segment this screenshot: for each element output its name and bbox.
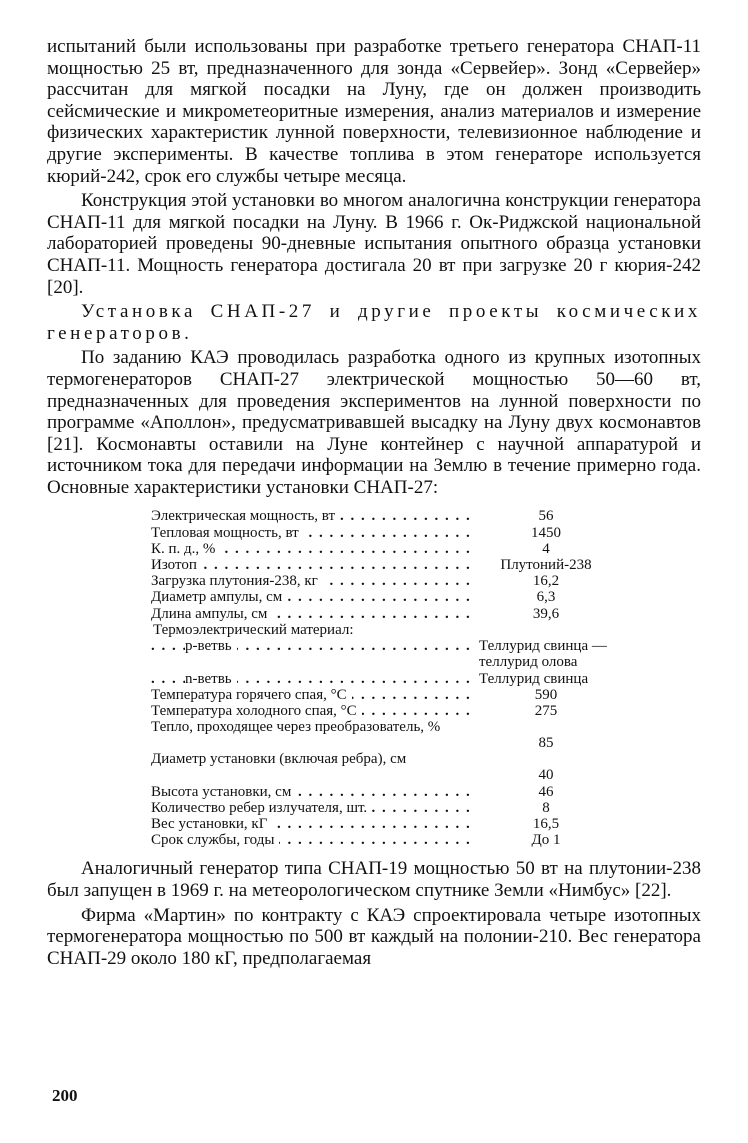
spec-row xyxy=(151,703,621,719)
paragraph-3: По заданию КАЭ проводилась разработка одного из крупных изотопных термогенераторов СНАП-27 электрической мощностью 50—60 вт, предназначенных для проведения экспериментов на лунной поверхности по программе «Аполлон», предусматривавшей высадку на Луну двух космонавтов [21]. Космонавты оставили на Луне контейнер с научной аппаратурой и источником тока для передачи информации на Землю в течение примерно года. Основные характеристики установки СНАП-27: xyxy=(47,347,701,498)
page-number: 200 xyxy=(52,1086,78,1105)
spec-value: 16,2 xyxy=(532,573,560,590)
spec-label: Электрическая мощность, вт xyxy=(151,508,340,524)
spec-row xyxy=(151,622,621,638)
spec-row xyxy=(151,687,621,703)
spec-label: Загрузка плутония-238, кг xyxy=(151,573,323,589)
spec-row xyxy=(151,589,621,605)
spec-label: n-ветвь xyxy=(185,671,237,687)
spec-value: 6,3 xyxy=(536,589,556,606)
spec-value: 8 xyxy=(542,799,550,816)
spec-value: Теллурид свинца xyxy=(479,670,589,687)
spec-row xyxy=(151,832,621,848)
spec-label: Количество ребер излучателя, шт. xyxy=(151,800,372,816)
spec-value: 275 xyxy=(534,702,558,719)
spec-row xyxy=(151,541,621,557)
spec-label: Высота установки, см xyxy=(151,784,296,800)
spec-row xyxy=(151,557,621,573)
spec-row xyxy=(151,719,621,751)
spec-value: 85 xyxy=(538,735,554,752)
spec-label: К. п. д., % xyxy=(151,541,220,557)
spec-label: Тепло, проходящее через преобразователь, % xyxy=(151,719,445,735)
spec-row xyxy=(151,573,621,589)
spec-value: 56 xyxy=(538,508,554,525)
paragraph-5: Фирма «Мартин» по контракту с КАЭ спроектировала четыре изотопных термогенератора мощностью по 500 вт каждый на полонии-210. Вес генератора СНАП-29 около 180 кГ, предполагаемая xyxy=(47,904,701,969)
spec-label: Диаметр установки (включая ребра), см xyxy=(151,751,411,767)
spec-row xyxy=(151,671,621,687)
spec-label: Изотоп xyxy=(151,557,202,573)
spec-label: Вес установки, кГ xyxy=(151,816,272,832)
spec-value: Плутоний-238 xyxy=(500,557,592,574)
page-body xyxy=(47,36,701,969)
paragraph-2: Конструкция этой установки во многом аналогична конструкции генератора СНАП-11 для мягкой посадки на Луну. В 1966 г. Ок-Риджской национальной лабораторией проведены 90-дневные испытания опытного образца установки СНАП-11. Мощность генератора достигала 20 вт при загрузке 20 г кюрия-242 [20]. xyxy=(47,190,701,298)
spec-value: До 1 xyxy=(531,832,561,849)
spec-label: Срок службы, годы xyxy=(151,832,279,848)
specs-table xyxy=(151,508,621,848)
spec-value: Теллурид свинца — теллурид олова xyxy=(479,638,607,671)
spec-label: Температура горячего спая, °С xyxy=(151,687,352,703)
spec-row xyxy=(151,800,621,816)
section-heading: Установка СНАП-27 и другие проекты космических генераторов. xyxy=(47,301,701,344)
spec-row xyxy=(151,751,621,783)
spec-row xyxy=(151,606,621,622)
spec-value: 39,6 xyxy=(532,605,560,622)
spec-value: 4 xyxy=(542,540,550,557)
spec-row xyxy=(151,784,621,800)
spec-value: 590 xyxy=(534,686,558,703)
spec-row xyxy=(151,638,621,670)
spec-label: p-ветвь xyxy=(185,638,237,654)
paragraph-1: испытаний были использованы при разработке третьего генератора СНАП-11 мощностью 25 вт, предназначенного для зонда «Сервейер». Зонд «Сервейер» рассчитан для мягкой посадки на Луну, где он должен производить сейсмические и микрометеоритные измерения, анализ материалов и измерение физических характеристик лунной поверхности, телевизионное наблюдение и другие эксперименты. В качестве топлива в этом генераторе используется кюрий-242, срок его службы четыре месяца. xyxy=(47,36,701,187)
spec-value: 16,5 xyxy=(532,815,560,832)
paragraph-4: Аналогичный генератор типа СНАП-19 мощностью 50 вт на плутонии-238 был запущен в 1969 г. на метеорологическом спутнике Земли «Нимбус» [22]. xyxy=(47,858,701,901)
spec-label: Длина ампулы, см xyxy=(151,606,272,622)
spec-value: 1450 xyxy=(531,524,561,541)
spec-value: 46 xyxy=(538,783,554,800)
spec-label: Диаметр ампулы, см xyxy=(151,589,287,605)
spec-row xyxy=(151,816,621,832)
spec-label: Термоэлектрический материал: xyxy=(153,622,359,638)
spec-row xyxy=(151,525,621,541)
spec-label: Температура холодного спая, °С xyxy=(151,703,362,719)
spec-row xyxy=(151,508,621,524)
spec-label: Тепловая мощность, вт xyxy=(151,525,304,541)
spec-value: 40 xyxy=(538,767,554,784)
